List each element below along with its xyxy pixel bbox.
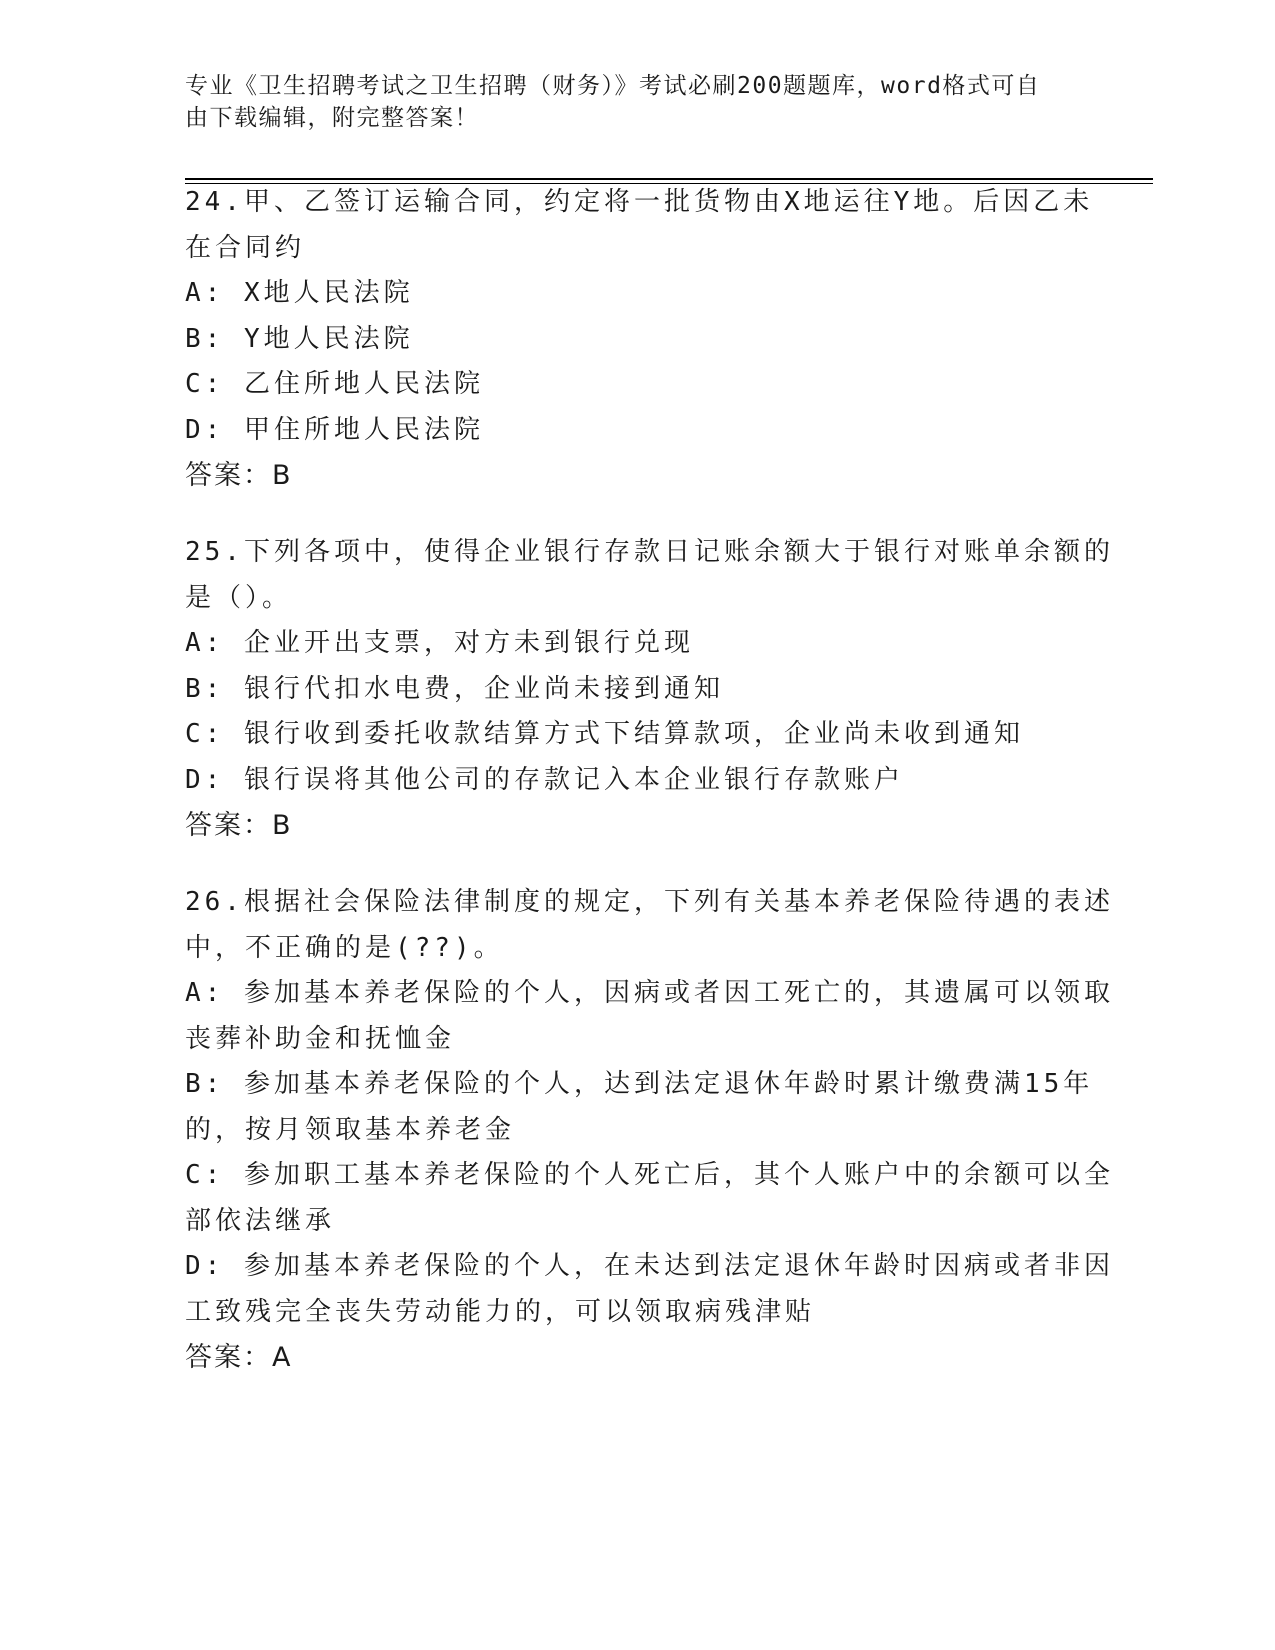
option-a: A: 企业开出支票，对方未到银行兑现 [185,628,694,658]
option-c: C: 乙住所地人民法院 [185,369,484,399]
question-stem-line: 24.甲、乙签订运输合同，约定将一批货物由X地运往Y地。后因乙未 [185,187,1094,217]
option-d: D: 甲住所地人民法院 [185,414,484,445]
option-a: A: X地人民法院 [185,278,414,308]
option-b: B: 银行代扣水电费，企业尚未接到通知 [185,673,724,704]
option-d: D: 参加基本养老保险的个人，在未达到法定退休年龄时因病或者非因 [185,1251,1114,1281]
question-stem-line: 26.根据社会保险法律制度的规定，下列有关基本养老保险待遇的表述 [185,887,1114,917]
header-line-1: 专业《卫生招聘考试之卫生招聘（财务）》考试必刷200题题库，word格式可自 [185,73,1041,99]
option-d-continued: 工致残完全丧失劳动能力的，可以领取病残津贴 [185,1296,816,1327]
question-25 [185,530,1114,849]
question-stem-line: 25.下列各项中，使得企业银行存款日记账余额大于银行对账单余额的 [185,537,1114,567]
option-c: C: 参加职工基本养老保险的个人死亡后，其个人账户中的余额可以全 [185,1160,1114,1190]
answer-label: 答案：B [185,810,293,841]
option-a: A: 参加基本养老保险的个人，因病或者因工死亡的，其遗属可以领取 [185,978,1114,1008]
question-stem-line: 是（）。 [185,582,293,613]
question-26 [185,880,1114,1381]
answer-label: 答案：A [185,1342,293,1373]
question-stem-line: 在合同约 [185,232,306,263]
document-header [185,70,1065,134]
option-d: D: 银行误将其他公司的存款记入本企业银行存款账户 [185,764,904,795]
answer-label: 答案：B [185,460,293,491]
option-b-continued: 的，按月领取基本养老金 [185,1114,516,1145]
question-stem-line: 中，不正确的是(??)。 [185,932,504,963]
question-24 [185,180,1094,499]
option-c: C: 银行收到委托收款结算方式下结算款项，企业尚未收到通知 [185,719,1024,749]
option-b: B: Y地人民法院 [185,323,414,354]
option-b: B: 参加基本养老保险的个人，达到法定退休年龄时累计缴费满15年 [185,1069,1094,1099]
option-a-continued: 丧葬补助金和抚恤金 [185,1023,456,1054]
header-line-2: 由下载编辑，附完整答案！ [185,105,479,131]
option-c-continued: 部依法继承 [185,1205,336,1236]
